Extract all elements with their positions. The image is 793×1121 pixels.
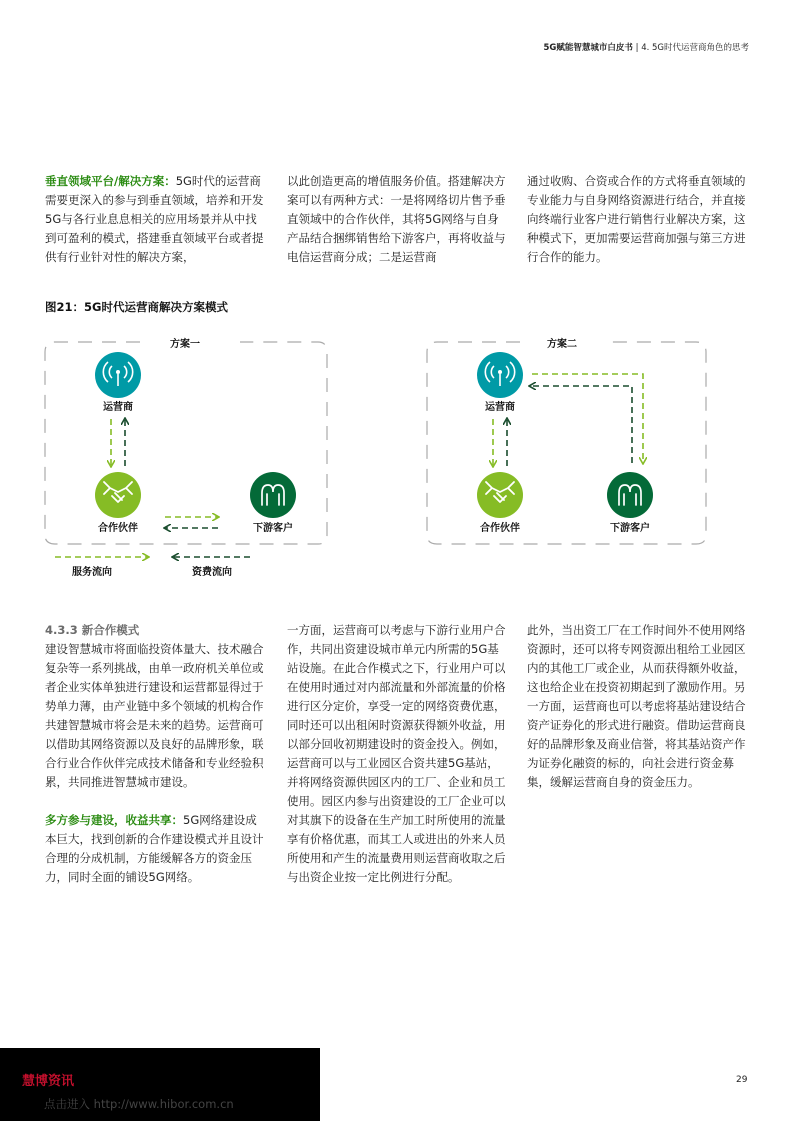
- scheme1-label: 方案一: [170, 339, 200, 350]
- people-icon: [250, 472, 296, 518]
- scheme1-operator-label: 运营商: [103, 402, 133, 413]
- s2-service-arrow-to-customer: [532, 374, 643, 463]
- scheme1-operator-node: [95, 352, 141, 398]
- scheme2-label: 方案二: [547, 339, 577, 350]
- scheme2-box: [427, 342, 706, 544]
- top-col1-body: 5G时代的运营商需要更深入的参与到垂直领域，培养和开发5G与各行业息息相关的应用场景并从中找到可盈利的模式，搭建垂直领域平台或者提供有行业针对性的解决方案，: [45, 174, 264, 264]
- top-col3-body: 通过收购、合资或合作的方式将垂直领域的专业能力与自身网络资源进行结合，并直接向终端行业客户进行销售行业解决方案，这种模式下，更加需要运营商加强与第三方进行合作的能力。: [527, 174, 746, 264]
- scheme2-customer-node: [607, 472, 653, 518]
- body-col3: 此外，当出资工厂在工作时间外不使用网络资源时，还可以将专网资源出租给工业园区内的其他工厂或企业，从而获得额外收益，这也给企业在投资初期起到了激励作用。另一方面，运营商也可以考虑将基站建设结合资产证券化的形式进行融资。借助运营商良好的品牌形象及商业信誉，将其基站资产作为证券化融资的标的，向社会进行资金募集，缓解运营商自身的资金压力。: [527, 623, 746, 789]
- header-separator: |: [632, 43, 642, 53]
- body-col1-p1: 建设智慧城市将面临投资体量大、技术融合复杂等一系列挑战，由单一政府机关单位或者企业实体单独进行建设和运营都显得过于势单力薄，由产业链中多个领域的机构合作共建智慧城市将会是未来的趋势。运营商可以借助其网络资源以及良好的品牌形象，联合行业合作伙伴完成技术储备和专业经验积累，共同推进智慧城市建设。: [45, 642, 264, 789]
- header-section: 4. 5G时代运营商角色的思考: [641, 43, 749, 53]
- scheme2-operator-node: [477, 352, 523, 398]
- scheme1-partner-node: [95, 472, 141, 518]
- lead-vertical-platform: 垂直领域平台/解决方案：: [45, 174, 176, 188]
- header-title: 5G赋能智慧城市白皮书: [543, 43, 633, 53]
- solution-mode-diagram: [40, 330, 720, 580]
- body-col1-p2: 5G网络建设成本巨大，找到创新的合作建设模式并且设计合理的分成机制，方能缓解各方的资金压力，同时全面的铺设5G网络。: [45, 813, 264, 884]
- body-text-col2: [287, 621, 509, 887]
- body-text-col1: [45, 621, 267, 887]
- scheme2-partner-label: 合作伙伴: [480, 523, 520, 534]
- body-text-col3: [527, 621, 749, 792]
- scheme1-customer-label: 下游客户: [253, 523, 293, 534]
- body-col2: 一方面，运营商可以考虑与下游行业用户合作，共同出资建设城市单元内所需的5G基站设施。在此合作模式之下，行业用户可以在使用时通过对内部流量和外部流量的价格进行区分定价，享受一定的网络资费优惠，同时还可以出租闲时资源获得额外收益，用以部分回收初期建设时的资金投入。例如，运营商可以与工业园区合资共建5G基站，并将网络资源供园区内的工厂、企业和员工使用。园区内参与出资建设的工厂企业可以对其旗下的设备在生产加工时所使用的流量享有价格优惠，而其工人或进出的外来人员所使用和产生的流量费用则运营商收取之后与出资企业按一定比例进行分配。: [287, 623, 506, 884]
- page-number: 29: [736, 1075, 748, 1085]
- s2-fee-arrow-to-operator: [530, 386, 632, 463]
- top-text-col2: [287, 172, 509, 267]
- scheme2-partner-node: [477, 472, 523, 518]
- scheme1-partner-label: 合作伙伴: [98, 523, 138, 534]
- legend-service-label: 服务流向: [72, 567, 112, 578]
- running-header: [544, 41, 750, 53]
- footer-watermark-link[interactable]: 点击进入 http://www.hibor.com.cn: [44, 1097, 234, 1111]
- top-text-col1: [45, 172, 267, 267]
- scheme1-customer-node: [250, 472, 296, 518]
- legend-fee-label: 资费流向: [192, 567, 232, 578]
- section-heading: 4.3.3 新合作模式: [45, 623, 140, 637]
- lead-multi-party: 多方参与建设，收益共享：: [45, 813, 183, 827]
- scheme2-customer-label: 下游客户: [610, 523, 650, 534]
- figure-title: 图21：5G时代运营商解决方案模式: [45, 300, 228, 314]
- people-icon: [607, 472, 653, 518]
- top-text-col3: [527, 172, 749, 267]
- top-col2-body: 以此创造更高的增值服务价值。搭建解决方案可以有两种方式：一是将网络切片售予垂直领域中的合作伙伴，其将5G网络与自身产品结合捆绑销售给下游客户，再将收益与电信运营商分成；二是运营商: [287, 174, 506, 264]
- scheme2-operator-label: 运营商: [485, 402, 515, 413]
- footer-brand: 慧博资讯: [22, 1074, 75, 1089]
